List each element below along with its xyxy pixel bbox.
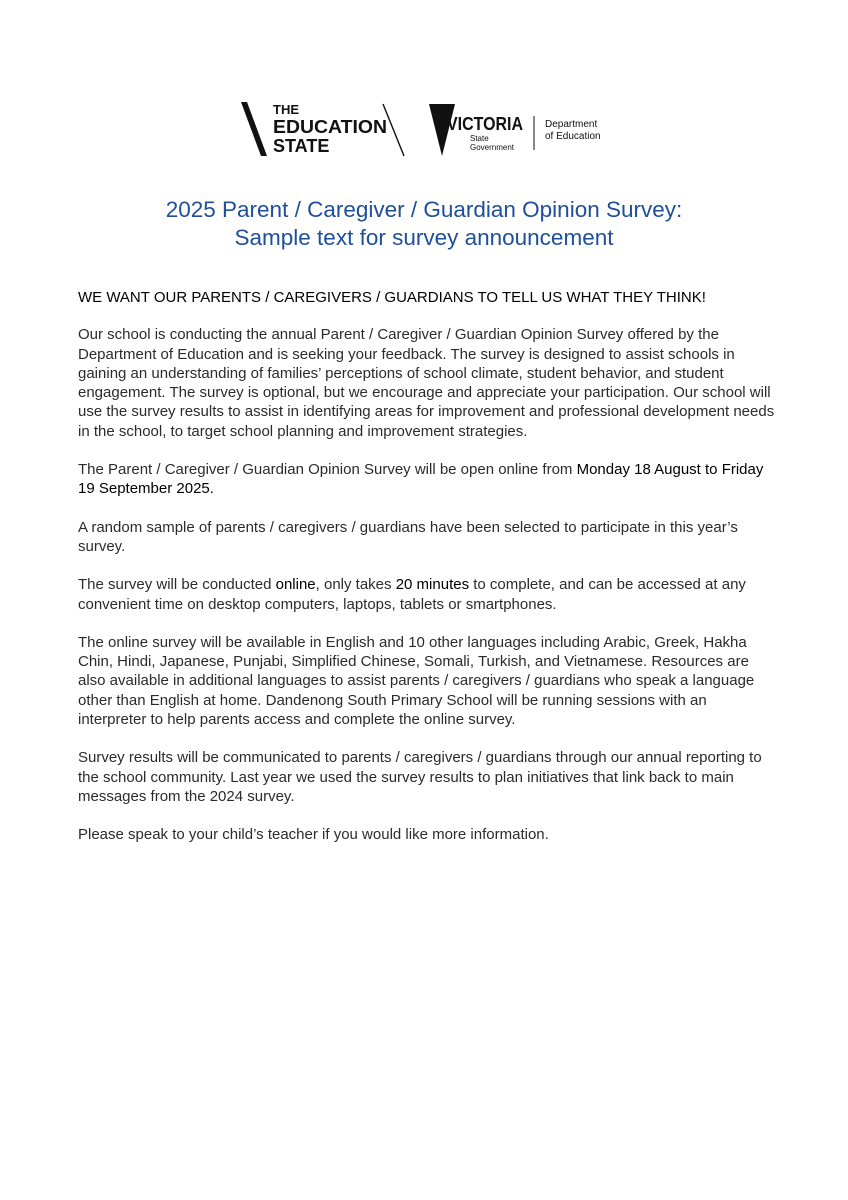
survey-dates: Monday 18 August to Friday 19 September 2025. (78, 461, 764, 498)
survey-format-part2: , only takes (315, 576, 396, 594)
paragraph-results: Survey results will be communicated to parents / caregivers / guardians through our annual reporting to the school community. Last year we used the survey results to plan initiatives that link back to main messages from the 2024 survey. (78, 749, 762, 805)
paragraph-languages: The online survey will be available in English and 10 other languages including Arabic, Greek, Hakha Chin, Hindi, Japanese, Punjabi, Simplified Chinese, Somali, Turkish, and Vietnamese. Resources are also available in additional languages to assist parents / caregivers / guardians who speak a language other than English at home. Dandenong South Primary School will be running sessions with an interpreter to help parents access and complete the online survey. (78, 633, 755, 729)
logo-state: STATE (273, 136, 330, 156)
document-body (78, 288, 778, 864)
paragraph-intro: Our school is conducting the annual Parent / Caregiver / Guardian Opinion Survey offered by the Department of Education and is seeking your feedback. The survey is designed to assist schools in gaining an understanding of families’ perceptions of school climate, student behavior, and student engagement. The survey is optional, but we encourage and appreciate your participation. Our school will use the survey results to assist in identifying areas for improvement and professional development needs in the school, to target school planning and improvement strategies. (78, 326, 775, 440)
paragraph-survey-format (78, 575, 778, 614)
victoria-logo (429, 104, 601, 156)
logos-svg (241, 100, 611, 158)
logo-victoria: VICTORIA (447, 114, 523, 134)
page-title (0, 196, 848, 252)
survey-dates-lead: The Parent / Caregiver / Guardian Opinion Survey will be open online from (78, 461, 577, 479)
logo-education: EDUCATION (273, 117, 387, 137)
education-state-logo (241, 102, 404, 156)
logo-government: Government (470, 143, 515, 152)
paragraph-contact: Please speak to your child’s teacher if you would like more information. (78, 826, 549, 844)
survey-format-part3: to complete, and can be accessed at any convenient time on desktop computers, laptops, tablets or smartphones. (78, 576, 746, 613)
survey-online-highlight: online (275, 576, 316, 594)
logo-of-education: of Education (545, 131, 601, 142)
logo-the: THE (273, 102, 299, 117)
paragraph-survey-dates (78, 460, 778, 499)
survey-format-part1: The survey will be conducted (78, 576, 276, 594)
logo-department: Department (545, 119, 598, 130)
logo-state-small: State (470, 134, 489, 143)
header-logos (241, 100, 611, 158)
paragraph-random-sample: A random sample of parents / caregivers / guardians have been selected to participate in this year’s survey. (78, 518, 738, 555)
title-line-2: Sample text for survey announcement (234, 225, 614, 250)
survey-duration-highlight: 20 minutes (395, 576, 470, 594)
education-state-slash-left (241, 102, 267, 156)
section-heading: WE WANT OUR PARENTS / CAREGIVERS / GUARDIANS TO TELL US WHAT THEY THINK! (78, 289, 706, 306)
title-line-1: 2025 Parent / Caregiver / Guardian Opinion Survey: (165, 197, 683, 222)
